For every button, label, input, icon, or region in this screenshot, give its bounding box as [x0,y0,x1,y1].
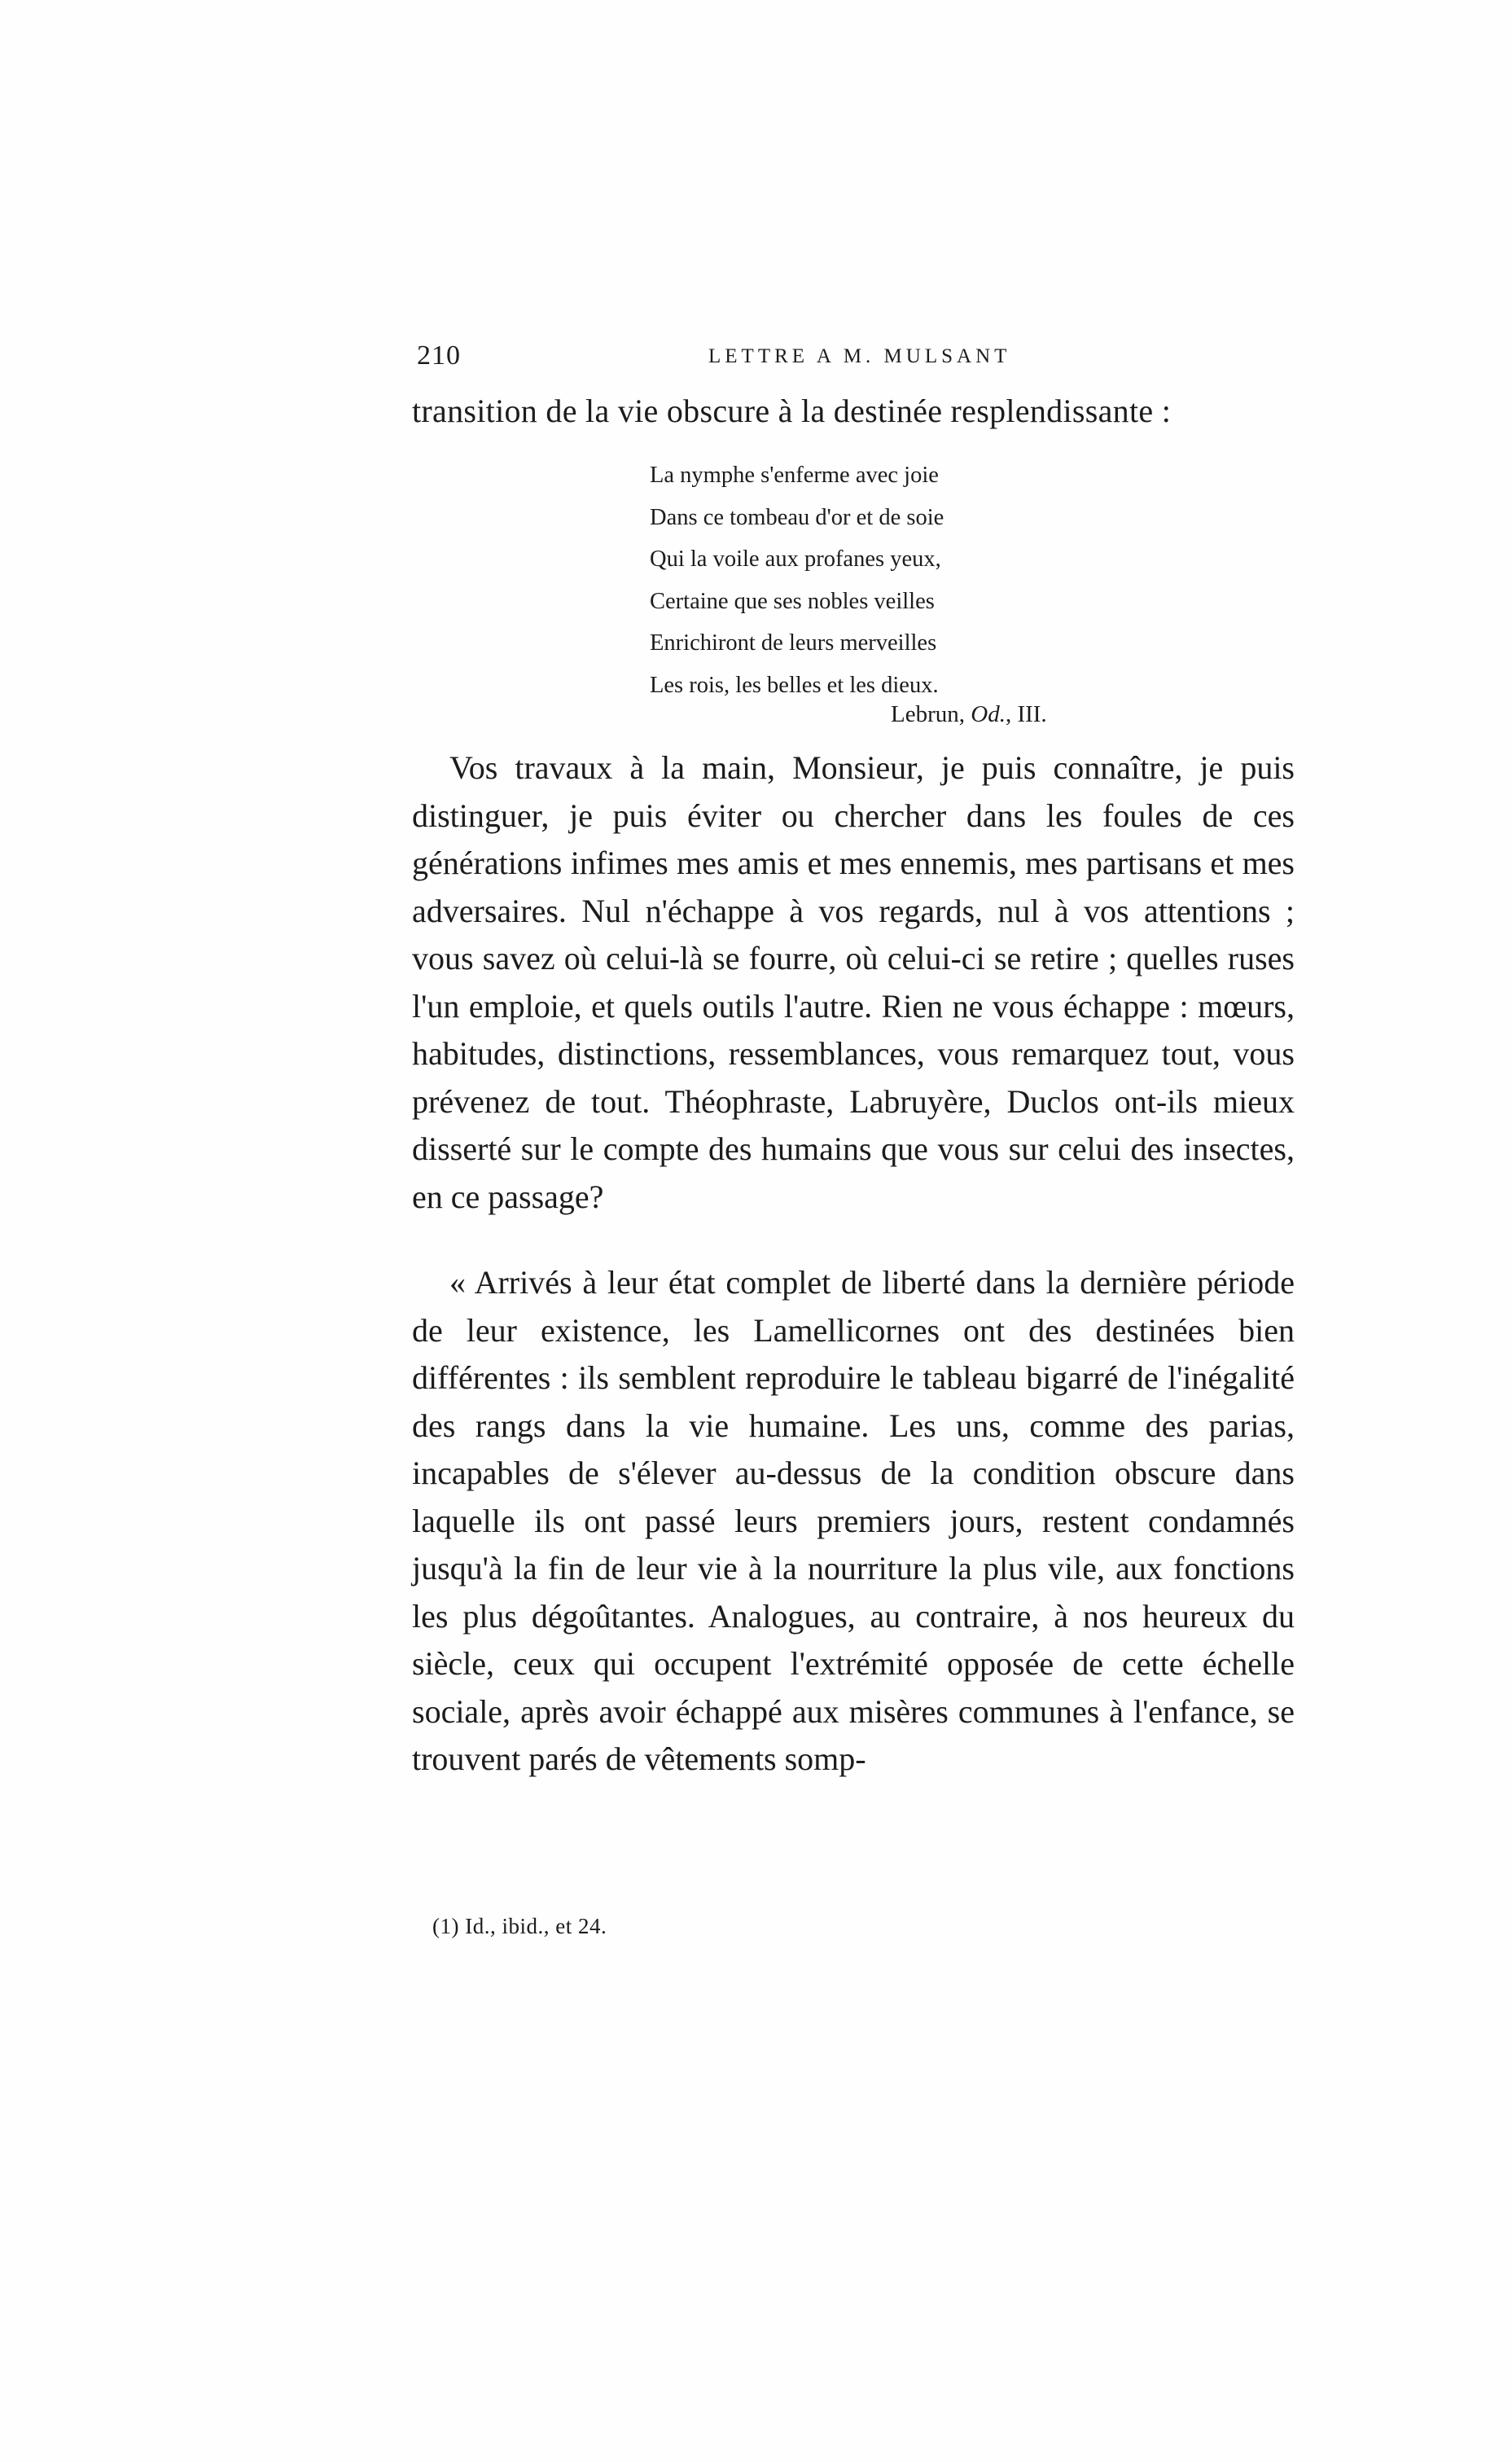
body-paragraph-2 [412,1259,1295,1784]
footnote: (1) Id., ibid., et 24. [432,1914,607,1938]
poem-line: Les rois, les belles et les dieux. [650,672,939,698]
running-head [417,340,1321,381]
attribution-part: , III. [1005,701,1047,727]
page-number: 210 [417,340,461,371]
body-paragraph-1 [412,744,1295,1221]
paragraph-text: « Arrivés à leur état complet de liberté dans la dernière période de leur existence, les Lamellicornes ont des destinées bien différentes : ils semblent reproduire le tableau bigarré de l'inégalité des rangs dans la vie humaine. Les uns, comme des parias, incapables de s'élever au-dessus de la condition obscure dans laquelle ils ont passé leurs premiers jours, restent condamnés jusqu'à la fin de leur vie à la nourriture la plus vile, aux fonctions les plus dégoûtantes. Analogues, au contraire, à nos heureux du siècle, ceux qui occupent l'extrémité opposée de cette échelle sociale, après avoir échappé aux misères communes à l'enfance, se trouvent parés de vêtements somp- [412,1264,1295,1777]
opening-line [412,388,1295,436]
poem-line: Dans ce tombeau d'or et de soie [650,504,944,530]
opening-line-text: transition de la vie obscure à la destinée resplendissante : [412,393,1172,429]
attribution-author: Lebrun, [891,701,965,727]
poem-attribution [891,701,1047,728]
attribution-work: Od. [971,701,1006,727]
poem-line: Enrichiront de leurs merveilles [650,630,937,656]
running-title: LETTRE A M. MULSANT [708,345,1011,367]
poem-line: Qui la voile aux profanes yeux, [650,546,941,572]
paragraph-text: Vos travaux à la main, Monsieur, je puis connaître, je puis distinguer, je puis éviter ou chercher dans les foules de ces générations infimes mes amis et mes ennemis, mes partisans et mes adversaires. Nul n'échappe à vos regards, nul à vos attentions ; vous savez où celui-là se fourre, où celui-ci se retire ; quelles ruses l'un emploie, et quels outils l'autre. Rien ne vous échappe : mœurs, habitudes, distinctions, ressemblances, vous remarquez tout, vous prévenez de tout. Théophraste, Labruyère, Duclos ont-ils mieux disserté sur le compte des humains que vous sur celui des insectes, en ce passage? [412,749,1295,1215]
poem-quotation [650,454,1155,706]
poem-line: Certaine que ses nobles veilles [650,588,935,614]
poem-line: La nymphe s'enferme avec joie [650,463,939,488]
